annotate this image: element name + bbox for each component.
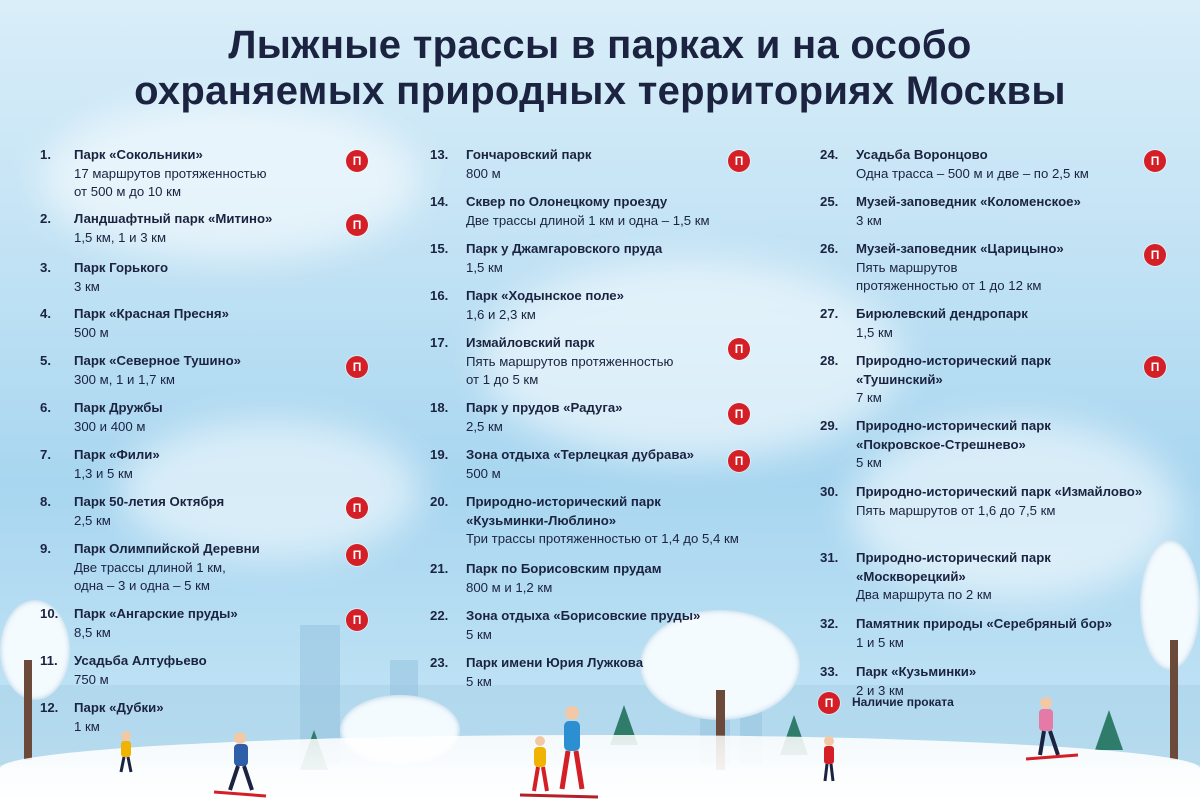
trail-text xyxy=(466,240,662,277)
trail-detail: 1,6 и 2,3 км xyxy=(466,306,536,322)
rental-marker-icon: П xyxy=(346,497,368,519)
trail-text xyxy=(856,615,1112,652)
trail-name: Музей-заповедник «Царицыно» xyxy=(856,241,1064,256)
trail-name: Сквер по Олонецкому проезду xyxy=(466,194,668,209)
trail-text xyxy=(74,540,260,596)
trail-text xyxy=(74,352,241,389)
trail-number: 15. xyxy=(430,241,449,256)
trail-number: 19. xyxy=(430,447,449,462)
snowy-tree-illustration xyxy=(0,600,70,700)
title-line-2: охраняемых природных территориях Москвы xyxy=(134,69,1066,113)
trail-name-continued: «Тушинский» xyxy=(856,371,943,387)
trail-text xyxy=(74,605,238,642)
legend-label: Наличие проката xyxy=(852,695,954,709)
rental-marker-icon: П xyxy=(1144,150,1166,172)
trail-number: 2. xyxy=(40,211,51,226)
trail-detail: 1 км xyxy=(74,718,100,734)
trail-number: 1. xyxy=(40,147,51,162)
trail-text xyxy=(74,259,168,296)
trail-number: 29. xyxy=(820,418,839,433)
rental-marker-icon: П xyxy=(1144,244,1166,266)
title-line-1: Лыжные трассы в парках и на особо xyxy=(228,23,972,67)
cloud-decoration xyxy=(120,420,420,560)
trail-name: Музей-заповедник «Коломенское» xyxy=(856,194,1081,209)
trail-number: 22. xyxy=(430,608,449,623)
trail-name: Ландшафтный парк «Митино» xyxy=(74,211,273,226)
trail-name: Парк имени Юрия Лужкова xyxy=(466,655,644,670)
trail-text xyxy=(74,446,160,483)
tree-trunk xyxy=(1170,640,1178,760)
trail-number: 23. xyxy=(430,655,449,670)
trail-name: Парк «Северное Тушино» xyxy=(74,353,242,368)
trail-detail: 3 км xyxy=(856,212,882,228)
trail-detail: Пять маршрутов протяженностью xyxy=(466,353,674,369)
trail-text xyxy=(856,146,1089,183)
trail-name: Памятник природы «Серебряный бор» xyxy=(856,616,1113,631)
trail-number: 25. xyxy=(820,194,839,209)
trail-number: 6. xyxy=(40,400,51,415)
trail-detail: 800 м xyxy=(466,165,501,181)
trail-text xyxy=(466,193,710,230)
trail-name: Парк «Сокольники» xyxy=(74,147,203,162)
rental-marker-icon: П xyxy=(346,609,368,631)
trail-text xyxy=(856,193,1081,230)
trail-detail: Две трассы длиной 1 км, xyxy=(74,559,226,575)
trail-text xyxy=(466,560,661,597)
trail-text xyxy=(74,699,164,736)
trail-number: 31. xyxy=(820,550,839,565)
trail-number: 11. xyxy=(40,653,58,668)
trail-name: Парк «Красная Пресня» xyxy=(74,306,229,321)
trail-detail: 1 и 5 км xyxy=(856,634,904,650)
trail-detail: 2,5 км xyxy=(74,512,111,528)
page-title xyxy=(0,22,1200,114)
trail-text xyxy=(74,652,207,689)
trail-name: Природно-исторический парк xyxy=(856,418,1051,433)
trail-name: Парк «Кузьминки» xyxy=(856,664,977,679)
trail-name: Зона отдыха «Терлецкая дубрава» xyxy=(466,447,694,462)
rental-marker-icon: П xyxy=(728,403,750,425)
trail-number: 28. xyxy=(820,353,839,368)
trail-detail: 500 м xyxy=(466,465,501,481)
trail-name: Парк Горького xyxy=(74,260,169,275)
trail-text xyxy=(466,493,739,549)
trail-detail: 1,5 км xyxy=(466,259,503,275)
trail-name: Усадьба Воронцово xyxy=(856,147,988,162)
trail-detail: 2 и 3 км xyxy=(856,682,904,698)
trail-number: 10. xyxy=(40,606,59,621)
trail-number: 18. xyxy=(430,400,449,415)
trail-detail: 750 м xyxy=(74,671,109,687)
trail-detail: 2,5 км xyxy=(466,418,503,434)
trail-number: 33. xyxy=(820,664,839,679)
trail-name: Парк «Ангарские пруды» xyxy=(74,606,238,621)
rental-marker-icon: П xyxy=(346,214,368,236)
trail-name: Парк «Ходынское поле» xyxy=(466,288,624,303)
trail-name: Парк у Джамгаровского пруда xyxy=(466,241,663,256)
trail-number: 32. xyxy=(820,616,839,631)
rental-marker-icon: П xyxy=(818,692,840,714)
skier-illustration xyxy=(210,730,270,800)
trail-detail: 8,5 км xyxy=(74,624,111,640)
trail-text xyxy=(466,607,700,644)
skier-illustration xyxy=(112,730,142,775)
trail-detail: Две трассы длиной 1 км и одна – 1,5 км xyxy=(466,212,710,228)
tree-trunk xyxy=(24,660,32,760)
trail-detail: 7 км xyxy=(856,390,882,405)
trail-name: Бирюлевский дендропарк xyxy=(856,306,1028,321)
trail-number: 7. xyxy=(40,447,51,462)
trail-text xyxy=(856,240,1064,296)
trail-text xyxy=(466,146,592,183)
trail-detail: Два маршрута по 2 км xyxy=(856,587,992,602)
rental-marker-icon: П xyxy=(728,450,750,472)
trail-name: Зона отдыха «Борисовские пруды» xyxy=(466,608,701,623)
trail-name: Природно-исторический парк xyxy=(856,353,1051,368)
trail-detail: от 1 до 5 км xyxy=(466,372,539,387)
trail-name: Парк 50-летия Октября xyxy=(74,494,225,509)
trail-detail: протяженностью от 1 до 12 км xyxy=(856,278,1042,293)
trail-detail: 17 маршрутов протяженностью xyxy=(74,165,267,181)
trail-number: 12. xyxy=(40,700,59,715)
trail-text xyxy=(856,417,1051,473)
trail-detail: 800 м и 1,2 км xyxy=(466,579,553,595)
trail-text xyxy=(466,654,643,691)
trail-number: 26. xyxy=(820,241,839,256)
trail-detail: 1,5 км, 1 и 3 км xyxy=(74,229,167,245)
trail-number: 3. xyxy=(40,260,51,275)
rental-marker-icon: П xyxy=(1144,356,1166,378)
trail-number: 17. xyxy=(430,335,449,350)
trail-text xyxy=(856,305,1028,342)
rental-marker-icon: П xyxy=(728,150,750,172)
trail-name-continued: «Кузьминки-Люблино» xyxy=(466,512,617,528)
trail-text xyxy=(856,483,1142,520)
trail-name: Парк у прудов «Радуга» xyxy=(466,400,623,415)
trail-name: Парк Олимпийской Деревни xyxy=(74,541,260,556)
trail-number: 16. xyxy=(430,288,449,303)
trail-number: 30. xyxy=(820,484,839,499)
trail-text xyxy=(466,399,623,436)
skier-illustration xyxy=(1020,695,1080,765)
trail-name: Парк «Фили» xyxy=(74,447,160,462)
trail-text xyxy=(74,210,272,247)
pine-tree-illustration xyxy=(1095,710,1123,750)
skiers-family-illustration xyxy=(520,705,600,800)
trail-text xyxy=(856,549,1051,605)
trail-detail: 1,3 и 5 км xyxy=(74,465,133,481)
trail-detail: 1,5 км xyxy=(856,324,893,340)
trail-text xyxy=(74,146,266,202)
trail-detail: 5 км xyxy=(856,455,882,470)
trail-name: Парк «Дубки» xyxy=(74,700,164,715)
trail-detail: 3 км xyxy=(74,278,100,294)
trail-detail: Пять маршрутов от 1,6 до 7,5 км xyxy=(856,502,1056,518)
trail-name: Природно-исторический парк xyxy=(856,550,1051,565)
trail-number: 4. xyxy=(40,306,51,321)
trail-name-continued: «Москворецкий» xyxy=(856,568,966,584)
trail-text xyxy=(466,287,624,324)
trail-number: 13. xyxy=(430,147,449,162)
trail-number: 14. xyxy=(430,194,449,209)
trail-name: Измайловский парк xyxy=(466,335,595,350)
trail-number: 5. xyxy=(40,353,51,368)
trail-name: Гончаровский парк xyxy=(466,147,592,162)
trail-detail: Пять маршрутов xyxy=(856,259,958,275)
trail-detail: 300 и 400 м xyxy=(74,418,146,434)
trail-detail: 5 км xyxy=(466,626,492,642)
trail-name: Усадьба Алтуфьево xyxy=(74,653,207,668)
trail-name: Природно-исторический парк «Измайлово» xyxy=(856,484,1143,499)
trail-detail: Три трассы протяженностью от 1,4 до 5,4 км xyxy=(466,531,739,546)
trail-text xyxy=(74,305,229,342)
trail-text xyxy=(466,334,673,390)
trail-number: 21. xyxy=(430,561,449,576)
skier-illustration xyxy=(815,735,845,785)
trail-name: Парк по Борисовским прудам xyxy=(466,561,662,576)
trail-detail: 500 м xyxy=(74,324,109,340)
trail-number: 27. xyxy=(820,306,839,321)
trail-name-continued: «Покровское-Стрешнево» xyxy=(856,436,1026,452)
trail-detail: от 500 м до 10 км xyxy=(74,184,182,199)
trail-name: Парк Дружбы xyxy=(74,400,163,415)
trail-text xyxy=(74,399,163,436)
rental-marker-icon: П xyxy=(728,338,750,360)
rental-marker-icon: П xyxy=(346,544,368,566)
trail-name: Природно-исторический парк xyxy=(466,494,661,509)
trail-detail: одна – 3 и одна – 5 км xyxy=(74,578,210,593)
trail-number: 9. xyxy=(40,541,51,556)
trail-number: 24. xyxy=(820,147,839,162)
trail-text xyxy=(856,352,1051,408)
trail-detail: 5 км xyxy=(466,673,492,689)
trail-detail: 300 м, 1 и 1,7 км xyxy=(74,371,175,387)
rental-marker-icon: П xyxy=(346,150,368,172)
trail-number: 20. xyxy=(430,494,449,509)
trail-text xyxy=(466,446,694,483)
trail-detail: Одна трасса – 500 м и две – по 2,5 км xyxy=(856,165,1089,181)
trail-text xyxy=(74,493,224,530)
rental-marker-icon: П xyxy=(346,356,368,378)
trail-number: 8. xyxy=(40,494,51,509)
